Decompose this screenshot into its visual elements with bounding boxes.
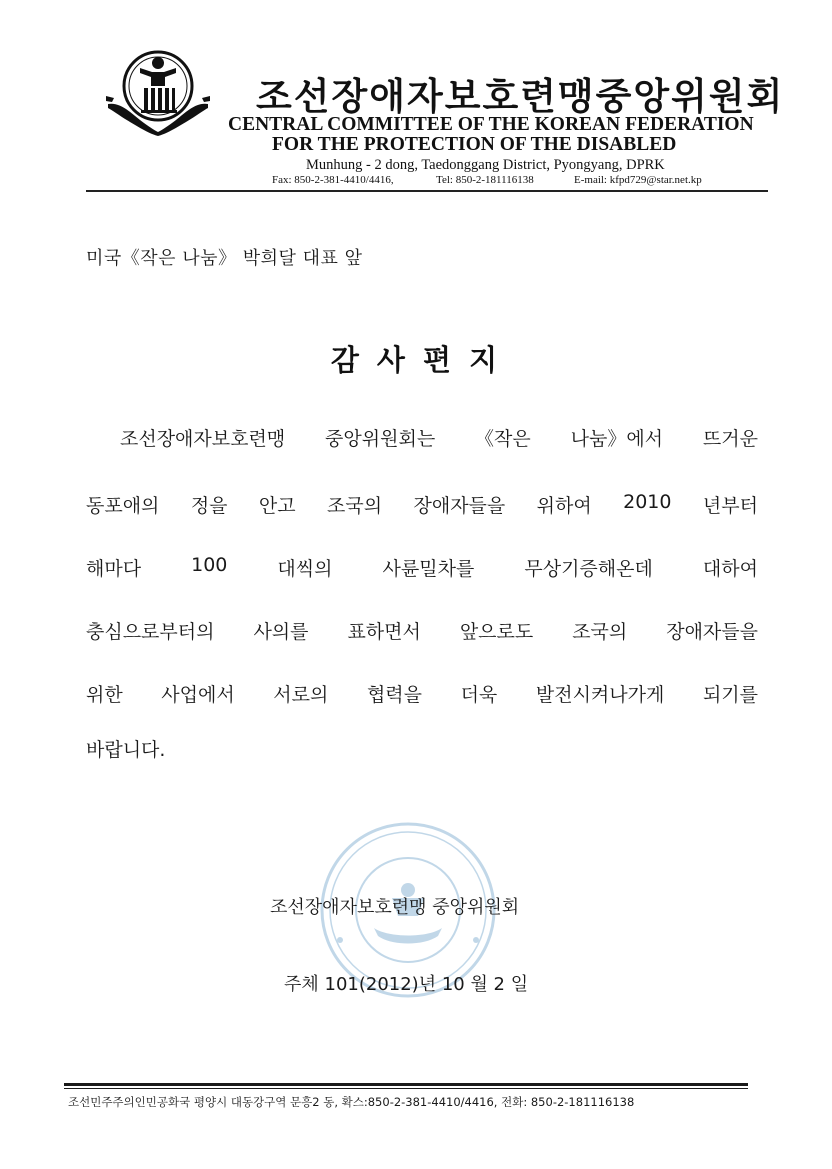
tel-number: Tel: 850-2-181116138 <box>436 174 534 186</box>
body-word: 조선장애자보호련맹 <box>120 428 286 450</box>
letterhead-divider <box>86 190 768 192</box>
body-line <box>86 735 758 762</box>
body-word: 발전시켜나가게 <box>535 684 665 706</box>
email-address: E-mail: kfpd729@star.net.kp <box>574 174 702 186</box>
body-word: 앞으로도 <box>459 621 534 643</box>
body-line <box>86 491 758 518</box>
org-address: Munhung - 2 dong, Taedonggang District, Pyongyang, DPRK <box>306 157 665 173</box>
body-word: 100 <box>191 554 228 576</box>
body-word: 뜨거운 <box>702 428 758 450</box>
body-line <box>86 617 758 644</box>
footer-divider <box>64 1083 748 1086</box>
body-word: 위한 <box>86 684 123 706</box>
footer-divider-thin <box>64 1088 748 1089</box>
org-name-english-line1: CENTRAL COMMITTEE OF THE KOREAN FEDERATION <box>228 114 754 135</box>
body-word: 서로의 <box>273 684 329 706</box>
body-word: 표하면서 <box>347 621 421 643</box>
body-word: 동포애의 <box>86 495 160 517</box>
body-word: 장애자들을 <box>413 495 506 517</box>
body-word: 대씩의 <box>277 558 333 580</box>
body-word: 《작은 <box>475 428 531 450</box>
recipient-line: 미국《작은 나눔》 박희달 대표 앞 <box>86 248 363 269</box>
body-word: 나눔》에서 <box>570 428 664 450</box>
body-word: 정을 <box>190 495 228 517</box>
body-word: 사업에서 <box>161 684 235 706</box>
body-word: 협력을 <box>366 684 422 706</box>
body-word: 2010 <box>623 491 672 513</box>
org-name-english-line2: FOR THE PROTECTION OF THE DISABLED <box>272 134 677 155</box>
fax-number: Fax: 850-2-381-4410/4416, <box>272 174 394 186</box>
body-line <box>120 424 758 451</box>
body-word: 더욱 <box>460 684 498 706</box>
body-word: 사륜밀차를 <box>382 558 475 580</box>
body-word: 년부터 <box>702 495 758 517</box>
disabled-federation-emblem-icon <box>104 46 212 142</box>
body-word: 무상기증해온데 <box>524 558 653 580</box>
body-word: 조국의 <box>572 621 628 643</box>
signature-organization: 조선장애자보호련맹 중앙위원회 <box>270 897 520 918</box>
body-line <box>86 680 758 707</box>
org-name-korean: 조선장애자보호련맹중앙위원회 <box>256 74 785 118</box>
letter-date: 주체 101(2012)년 10 월 2 일 <box>284 974 529 995</box>
body-word: 장애자들을 <box>666 621 758 643</box>
body-word: 사의를 <box>253 621 309 643</box>
body-line <box>86 554 758 581</box>
body-word: 조국의 <box>327 495 383 517</box>
body-word: 되기를 <box>702 684 758 706</box>
body-word: 바랍니다. <box>86 739 166 761</box>
body-word: 충심으로부터의 <box>86 621 215 643</box>
body-word: 해마다 <box>86 558 142 580</box>
body-word: 안고 <box>258 495 296 517</box>
body-word: 대하여 <box>702 558 758 580</box>
letter-title: 감 사 편 지 <box>330 343 502 377</box>
body-word: 중앙위원회는 <box>325 428 436 450</box>
footer-address: 조선민주주의인민공화국 평양시 대동강구역 문흥2 동, 확스:850-2-381-4410/4416, 전화: 850-2-181116138 <box>68 1095 635 1109</box>
body-word: 위하여 <box>536 495 592 517</box>
